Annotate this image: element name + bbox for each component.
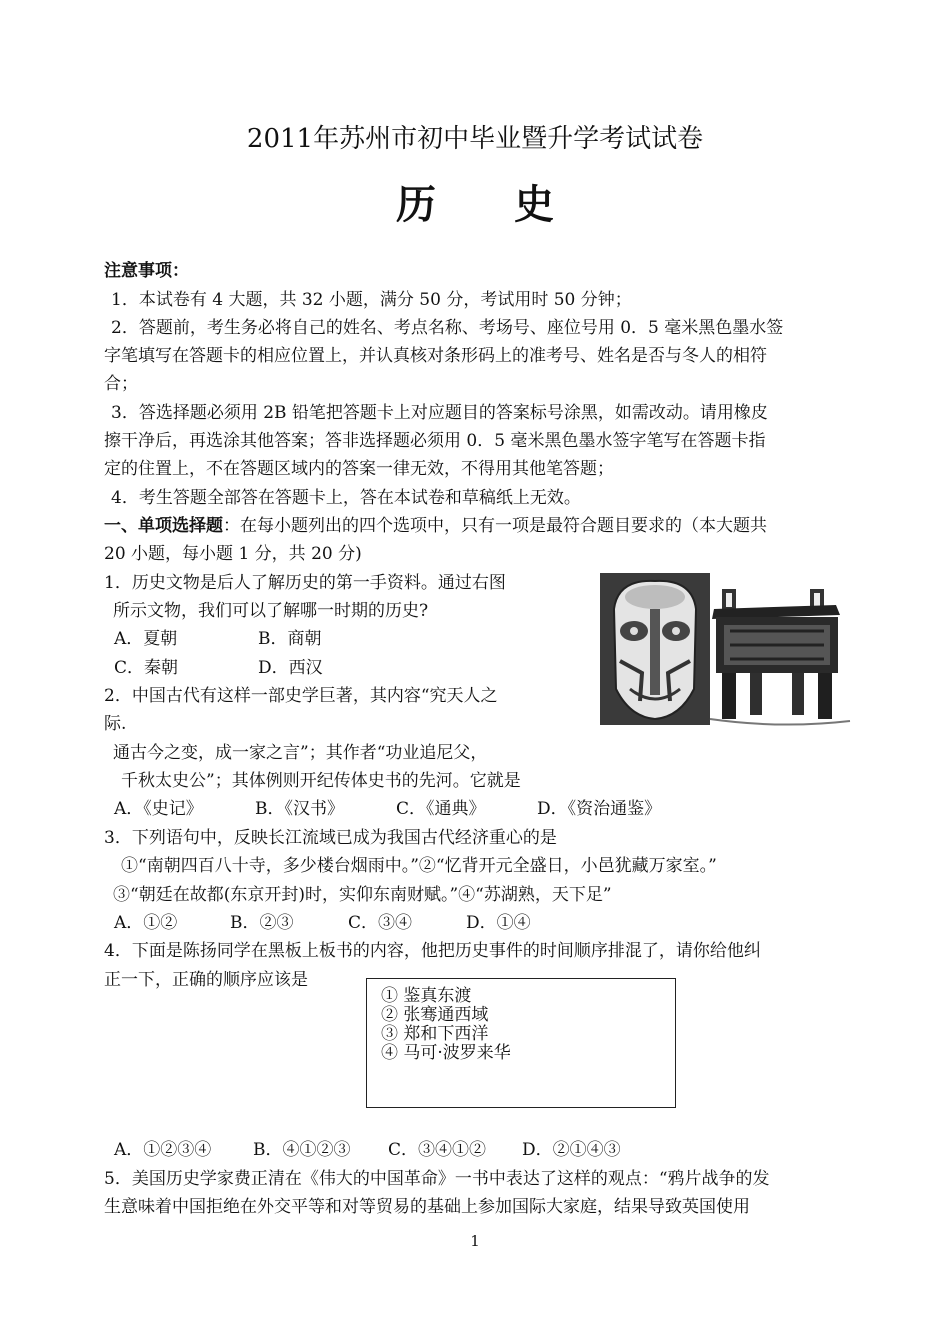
box-item: ① 鉴真东渡	[381, 986, 472, 1006]
blackboard-box	[366, 978, 676, 1108]
notice-line: 擦干净后，再选涂其他答案；答非选择题必须用 0．5 毫米黑色墨水签字笔写在答题卡指	[104, 431, 766, 451]
box-item: ② 张骞通西域	[381, 1005, 489, 1025]
page-number: 1	[470, 1232, 480, 1250]
question-line: 所示文物，我们可以了解哪一时期的历史?	[113, 601, 429, 621]
bronze-ding-image	[710, 589, 850, 725]
option: B．②③	[230, 913, 294, 933]
option: B．商朝	[258, 629, 322, 649]
notice-line: 字笔填写在答题卡的相应位置上，并认真核对条形码上的准考号、姓名是否与冬人的相符	[104, 346, 767, 366]
question-line: 4．下面是陈扬同学在黑板上板书的内容，他把历史事件的时间顺序排混了，请你给他纠	[104, 941, 761, 961]
question-line: 2．中国古代有这样一部史学巨著，其内容“究天人之	[104, 686, 498, 706]
question-line: 际.	[104, 714, 127, 734]
option: B．④①②③	[253, 1140, 351, 1160]
option: D．①④	[466, 913, 531, 933]
option: A．①②③④	[114, 1140, 212, 1160]
question-line: 1．历史文物是后人了解历史的第一手资料。通过右图	[104, 573, 506, 593]
option: D．②①④③	[522, 1140, 621, 1160]
option: A．夏朝	[114, 629, 178, 649]
question-line: 生意味着中国拒绝在外交平等和对等贸易的基础上参加国际大家庭，结果导致英国使用	[104, 1197, 750, 1217]
option: C．秦朝	[114, 658, 179, 678]
question-line: ①“南朝四百八十寺，多少楼台烟雨中。”②“忆背开元全盛日，小邑犹藏万家室。”	[121, 856, 717, 876]
option: B．《汉书》	[255, 799, 344, 819]
option: D．《资治通鉴》	[537, 799, 662, 819]
question-line: 正一下，正确的顺序应该是	[104, 970, 308, 990]
option: A．《史记》	[114, 799, 203, 819]
notice-line: 1．本试卷有 4 大题，共 32 小题，满分 50 分，考试用时 50 分钟；	[111, 290, 632, 310]
question-line: 千秋太史公”；其体例则开纪传体史书的先河。它就是	[121, 771, 521, 791]
section-intro-2: 20 小题，每小题 1 分，共 20 分)	[104, 544, 362, 564]
notice-line: 合；	[104, 374, 138, 394]
option: C．③④①②	[388, 1140, 487, 1160]
option: C．③④	[348, 913, 413, 933]
notice-line: 4．考生答题全部答在答题卡上，答在本试卷和草稿纸上无效。	[111, 488, 581, 508]
subject-title: 历 史	[396, 181, 586, 228]
bronze-mask-image	[600, 573, 710, 725]
section-heading: 一、单项选择题	[104, 516, 223, 536]
section-intro	[104, 516, 767, 536]
question-line: 3．下列语句中，反映长江流域已成为我国古代经济重心的是	[104, 828, 557, 848]
option: C．《通典》	[396, 799, 486, 819]
option: A．①②	[114, 913, 178, 933]
notice-heading: 注意事项：	[104, 261, 189, 281]
box-item: ④ 马可·波罗来华	[381, 1043, 511, 1063]
exam-title: 2011年苏州市初中毕业暨升学考试试卷	[246, 124, 704, 154]
artifact-figure	[600, 569, 866, 733]
option: D．西汉	[258, 658, 323, 678]
notice-line: 定的住置上，不在答题区域内的答案一律无效，不得用其他笔答题；	[104, 459, 614, 479]
section-intro-text: ：在每小题列出的四个选项中，只有一项是最符合题目要求的（本大题共	[223, 516, 767, 536]
notice-line: 2．答题前，考生务必将自己的姓名、考点名称、考场号、座位号用 0．5 毫米黑色墨水签	[111, 318, 784, 338]
question-line: 5．美国历史学家费正清在《伟大的中国革命》一书中表达了这样的观点：“鸦片战争的发	[104, 1169, 770, 1189]
box-item: ③ 郑和下西洋	[381, 1024, 489, 1044]
question-line: 通古今之变，成一家之言”；其作者“功业追尼父，	[113, 743, 488, 763]
question-line: ③“朝廷在故都(东京开封)时，实仰东南财赋。”④“苏湖熟，天下足”	[113, 885, 612, 905]
notice-line: 3．答选择题必须用 2B 铅笔把答题卡上对应题目的答案标号涂黑，如需改动。请用橡皮	[111, 403, 768, 423]
